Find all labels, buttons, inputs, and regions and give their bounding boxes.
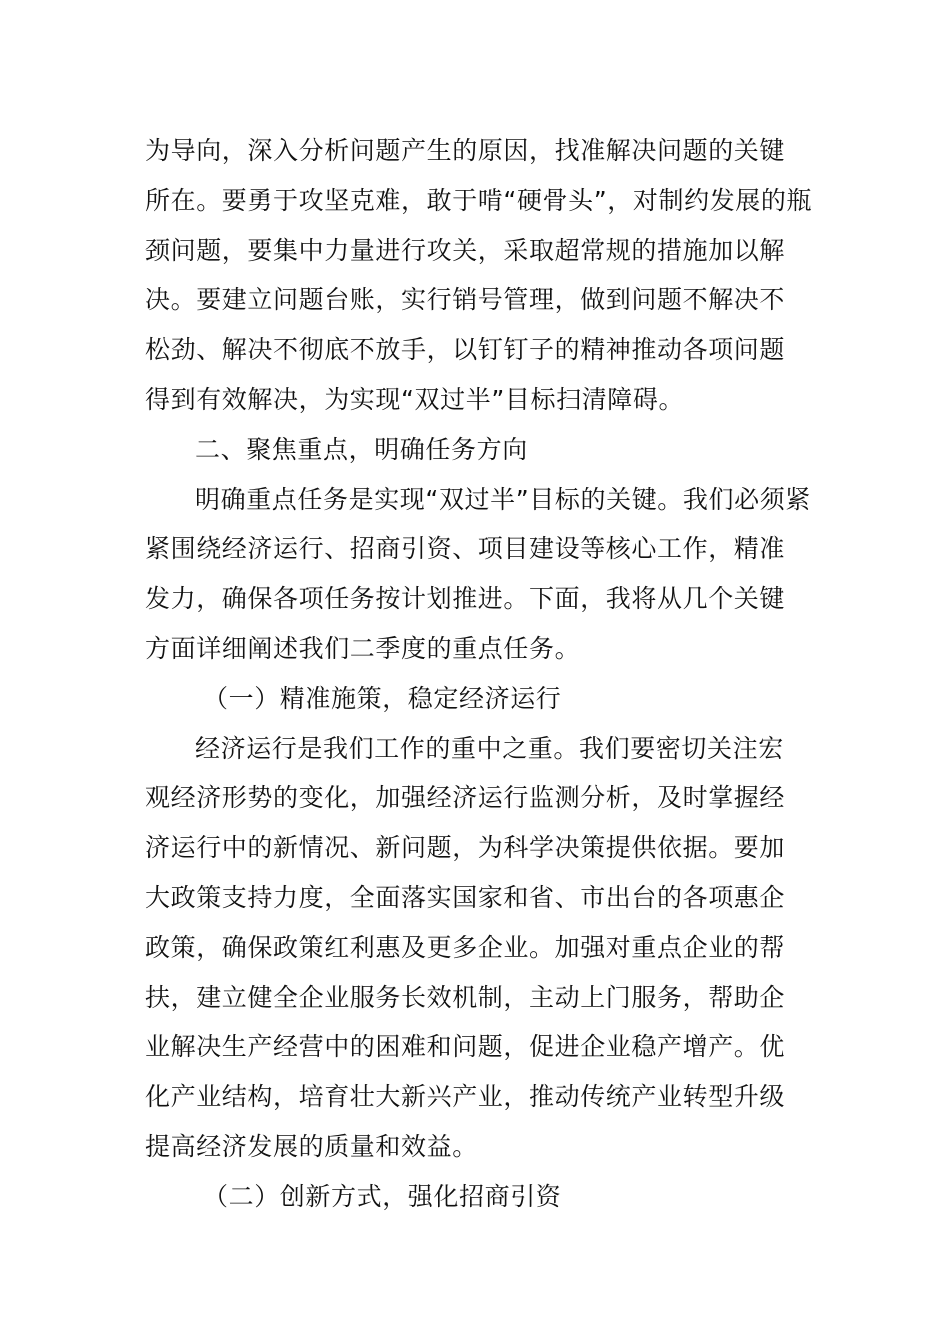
paragraph-line: 颈问题，要集中力量进行攻关，采取超常规的措施加以解 (145, 235, 786, 265)
paragraph-line: 发力，确保各项任务按计划推进。下面，我将从几个关键 (145, 584, 786, 614)
paragraph-line: 化产业结构，培育壮大新兴产业，推动传统产业转型升级 (145, 1082, 786, 1112)
paragraph-line: 提高经济发展的质量和效益。 (145, 1131, 478, 1161)
paragraph-line: 决。要建立问题台账，实行销号管理，做到问题不解决不 (145, 285, 786, 315)
paragraph-line: 济运行中的新情况、新问题，为科学决策提供依据。要加 (145, 833, 786, 863)
paragraph-line: 经济运行是我们工作的重中之重。我们要密切关注宏 (195, 733, 784, 763)
paragraph-line: 所在。要勇于攻坚克难，敢于啃“硬骨头”，对制约发展的瓶 (145, 185, 813, 215)
paragraph-line: 明确重点任务是实现“双过半”目标的关键。我们必须紧 (195, 484, 811, 514)
paragraph-line: 方面详细阐述我们二季度的重点任务。 (145, 633, 581, 663)
paragraph-line: 观经济形势的变化，加强经济运行监测分析，及时掌握经 (145, 783, 786, 813)
subsection-heading: （一）精准施策，稳定经济运行 (203, 683, 562, 713)
paragraph-line: 大政策支持力度，全面落实国家和省、市出台的各项惠企 (145, 882, 786, 912)
paragraph-line: 业解决生产经营中的困难和问题，促进企业稳产增产。优 (145, 1032, 786, 1062)
paragraph-line: 松劲、解决不彻底不放手，以钉钉子的精神推动各项问题 (145, 335, 786, 365)
paragraph-line: 政策，确保政策红利惠及更多企业。加强对重点企业的帮 (145, 932, 786, 962)
paragraph-line: 为导向，深入分析问题产生的原因，找准解决问题的关键 (145, 136, 786, 165)
paragraph-line: 紧围绕经济运行、招商引资、项目建设等核心工作，精准 (145, 534, 786, 564)
subsection-heading: （二）创新方式，强化招商引资 (203, 1181, 562, 1211)
paragraph-line: 得到有效解决，为实现“双过半”目标扫清障碍。 (145, 384, 685, 414)
document-body (145, 126, 813, 1222)
section-heading: 二、聚焦重点，明确任务方向 (195, 434, 528, 464)
paragraph-line: 扶，建立健全企业服务长效机制，主动上门服务，帮助企 (145, 982, 786, 1012)
